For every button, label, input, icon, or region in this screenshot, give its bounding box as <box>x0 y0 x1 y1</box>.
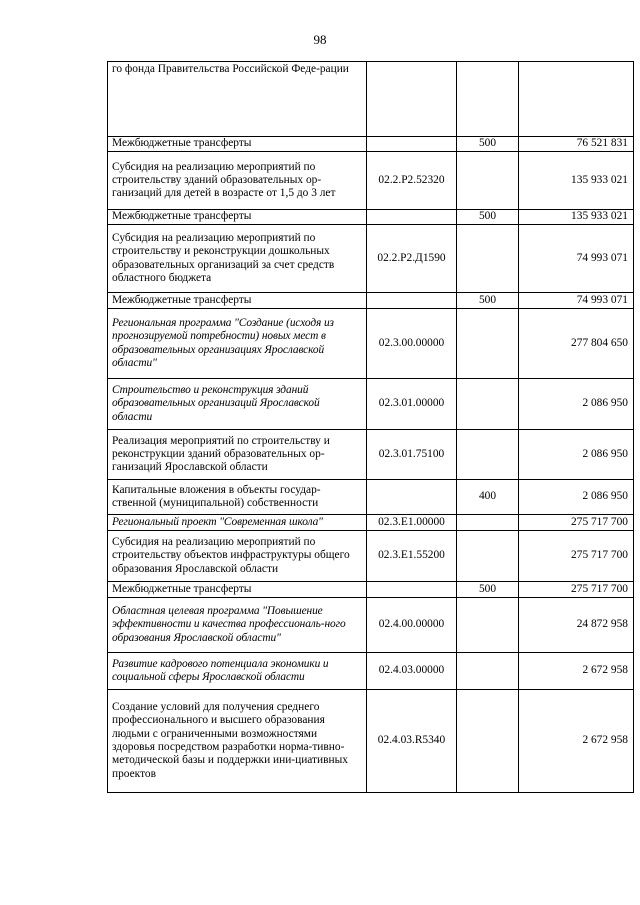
row-amount: 135 933 021 <box>519 152 634 210</box>
row-name: Межбюджетные трансферты <box>108 210 367 225</box>
table-row <box>108 515 634 531</box>
row-amount: 2 672 958 <box>519 653 634 690</box>
row-code <box>367 62 457 137</box>
row-code: 02.4.03.00000 <box>367 653 457 690</box>
table-row <box>108 309 634 379</box>
budget-table-body <box>108 62 634 793</box>
row-code <box>367 480 457 515</box>
row-name: Субсидия на реализацию мероприятий по строительству объектов инфраструктуры общего образования Ярославской области <box>108 531 367 582</box>
row-expense-type <box>457 690 519 793</box>
row-name: Межбюджетные трансферты <box>108 137 367 152</box>
row-expense-type <box>457 62 519 137</box>
table-row <box>108 225 634 293</box>
row-expense-type <box>457 531 519 582</box>
row-name: го фонда Правительства Российской Феде-рации <box>108 62 367 137</box>
row-name: Межбюджетные трансферты <box>108 582 367 598</box>
row-code <box>367 582 457 598</box>
row-name: Реализация мероприятий по строительству и реконструкции зданий образовательных ор-ганизаций Ярославской области <box>108 430 367 480</box>
row-amount: 275 717 700 <box>519 531 634 582</box>
table-row <box>108 152 634 210</box>
row-name: Развитие кадрового потенциала экономики и социальной сферы Ярославской области <box>108 653 367 690</box>
row-amount: 76 521 831 <box>519 137 634 152</box>
table-row <box>108 137 634 152</box>
table-row <box>108 690 634 793</box>
row-code: 02.3.E1.00000 <box>367 515 457 531</box>
row-expense-type <box>457 152 519 210</box>
table-row <box>108 531 634 582</box>
table-row <box>108 653 634 690</box>
row-amount <box>519 62 634 137</box>
row-code: 02.3.E1.55200 <box>367 531 457 582</box>
row-code <box>367 293 457 309</box>
row-amount: 135 933 021 <box>519 210 634 225</box>
table-row <box>108 293 634 309</box>
row-name: Субсидия на реализацию мероприятий по строительству и реконструкции дошкольных образовательных организаций за счет средств областного бюджета <box>108 225 367 293</box>
row-expense-type <box>457 598 519 653</box>
table-row <box>108 379 634 430</box>
row-amount: 275 717 700 <box>519 582 634 598</box>
row-code: 02.2.P2.52320 <box>367 152 457 210</box>
row-expense-type <box>457 653 519 690</box>
row-amount: 2 086 950 <box>519 379 634 430</box>
row-amount: 2 672 958 <box>519 690 634 793</box>
row-amount: 275 717 700 <box>519 515 634 531</box>
row-name: Региональная программа "Создание (исходя из прогнозируемой потребности) новых мест в образовательных организациях Ярославской области" <box>108 309 367 379</box>
row-expense-type <box>457 430 519 480</box>
row-amount: 74 993 071 <box>519 293 634 309</box>
row-expense-type: 500 <box>457 210 519 225</box>
row-expense-type <box>457 379 519 430</box>
row-code: 02.3.01.00000 <box>367 379 457 430</box>
row-code: 02.2.P2.Д1590 <box>367 225 457 293</box>
table-row <box>108 480 634 515</box>
row-name: Капитальные вложения в объекты государ-ственной (муниципальной) собственности <box>108 480 367 515</box>
row-name: Межбюджетные трансферты <box>108 293 367 309</box>
row-expense-type: 500 <box>457 137 519 152</box>
table-row <box>108 430 634 480</box>
row-code: 02.4.03.R5340 <box>367 690 457 793</box>
row-code: 02.3.01.75100 <box>367 430 457 480</box>
row-amount: 2 086 950 <box>519 430 634 480</box>
row-name: Строительство и реконструкция зданий образовательных организаций Ярославской области <box>108 379 367 430</box>
row-expense-type: 500 <box>457 582 519 598</box>
row-name: Создание условий для получения среднего профессионального и высшего образования людьми с ограниченными возможностями здоровья посредством разработки норма-тивно-методической базы и поддержки ини-циативных проектов <box>108 690 367 793</box>
table-row <box>108 582 634 598</box>
row-code <box>367 210 457 225</box>
row-expense-type <box>457 225 519 293</box>
row-expense-type: 400 <box>457 480 519 515</box>
row-amount: 74 993 071 <box>519 225 634 293</box>
row-expense-type <box>457 515 519 531</box>
row-code: 02.3.00.00000 <box>367 309 457 379</box>
row-expense-type: 500 <box>457 293 519 309</box>
table-row <box>108 598 634 653</box>
page-number: 98 <box>313 32 327 47</box>
table-row <box>108 62 634 137</box>
row-expense-type <box>457 309 519 379</box>
row-name: Региональный проект "Современная школа" <box>108 515 367 531</box>
row-code <box>367 137 457 152</box>
table-row <box>108 210 634 225</box>
row-name: Областная целевая программа "Повышение эффективности и качества профессиональ-ного образования Ярославской области" <box>108 598 367 653</box>
row-amount: 24 872 958 <box>519 598 634 653</box>
row-code: 02.4.00.00000 <box>367 598 457 653</box>
row-amount: 277 804 650 <box>519 309 634 379</box>
row-amount: 2 086 950 <box>519 480 634 515</box>
row-name: Субсидия на реализацию мероприятий по строительству зданий образовательных ор-ганизаций для детей в возрасте от 1,5 до 3 лет <box>108 152 367 210</box>
budget-table <box>107 61 634 793</box>
